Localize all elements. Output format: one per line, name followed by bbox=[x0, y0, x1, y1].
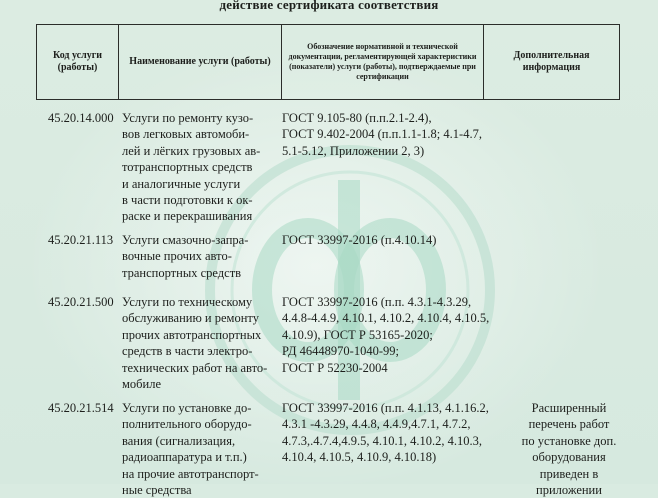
row-code: 45.20.21.113 bbox=[48, 233, 114, 247]
header-code: Код услуги (работы) bbox=[37, 25, 119, 100]
row-name: Услуги по установке до- полнительного оборудо- вания (сигнализация, радиоаппаратура и т.п.) на прочие автотранспорт- ные средства bbox=[122, 401, 259, 498]
row-standards: ГОСТ 9.105-80 (п.п.2.1-2.4), ГОСТ 9.402-2004 (п.п.1.1-1.8; 4.1-4.7, 5.1-5.12, Приложении 2, 3) bbox=[282, 111, 482, 158]
services-table-header bbox=[36, 24, 620, 100]
row-code: 45.20.21.500 bbox=[48, 295, 114, 309]
header-info: Дополнительная информация bbox=[484, 25, 620, 100]
row-standards: ГОСТ 33997-2016 (п.п. 4.3.1-4.3.29, 4.4.8-4.4.9, 4.10.1, 4.10.2, 4.10.4, 4.10.5, 4.10.9), ГОСТ Р 53165-2020; РД 46448970-1040-99; ГОСТ Р 52230-2004 bbox=[282, 295, 490, 375]
row-standards: ГОСТ 33997-2016 (п.4.10.14) bbox=[282, 233, 437, 247]
row-code: 45.20.21.514 bbox=[48, 401, 114, 415]
page-title: действие сертификата соответствия bbox=[219, 0, 439, 12]
row-name: Услуги по ремонту кузо- вов легковых автомоби- лей и лёгких грузовых ав- тотранспортных средств и аналогичные услуги в части подготовки к ок- раске и перекрашивания bbox=[122, 111, 261, 224]
row-code: 45.20.14.000 bbox=[48, 111, 114, 125]
row-name: Услуги по техническому обслуживанию и ремонту прочих автотранспортных средств в части электро- технических работ на авто- мобиле bbox=[122, 295, 268, 392]
row-name: Услуги смазочно-запра- вочные прочих авто- транспортных средств bbox=[122, 233, 249, 280]
header-doc: Обозначение нормативной и технической документации, регламентирующей характеристики (показатели) услуги (работы), подтверждаемые при сертификации bbox=[282, 25, 484, 100]
header-name: Наименование услуги (работы) bbox=[119, 25, 282, 100]
row-info: Расширенный перечень работ по установке доп. оборудования приведен в приложении bbox=[521, 401, 617, 498]
row-standards: ГОСТ 33997-2016 (п.п. 4.1.13, 4.1.16.2, 4.3.1 -4.3.29, 4.4.8, 4.4.9,4.7.1, 4.7.2, 4.7.3,.4.7.4,4.9.5, 4.10.1, 4.10.2, 4.10.3, 4.10.4, 4.10.5, 4.10.9, 4.10.18) bbox=[282, 401, 489, 465]
